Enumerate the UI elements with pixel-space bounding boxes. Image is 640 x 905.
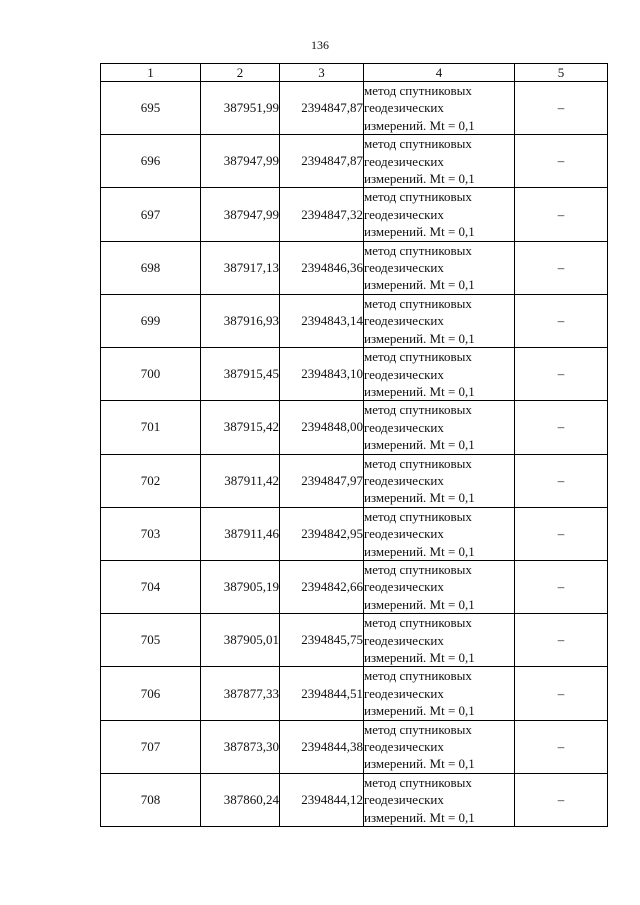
y-coordinate-cell: 2394847,32 xyxy=(280,188,364,241)
y-coordinate-cell: 2394843,14 xyxy=(280,294,364,347)
x-coordinate-cell: 387947,99 xyxy=(201,135,280,188)
method-line: измерений. Mt = 0,1 xyxy=(364,490,475,506)
table-row xyxy=(101,188,608,241)
method-cell xyxy=(364,348,515,401)
table-row xyxy=(101,401,608,454)
method-line: геодезических xyxy=(364,206,444,222)
method-line: метод спутниковых xyxy=(364,295,472,311)
y-coordinate-cell: 2394848,00 xyxy=(280,401,364,454)
method-line: метод спутниковых xyxy=(364,349,472,365)
note-cell: – xyxy=(515,560,608,613)
point-number-cell: 701 xyxy=(101,401,201,454)
note-cell: – xyxy=(515,667,608,720)
x-coordinate-cell: 387915,45 xyxy=(201,348,280,401)
method-cell xyxy=(364,454,515,507)
table-row xyxy=(101,667,608,720)
table-row xyxy=(101,507,608,560)
point-number-cell: 704 xyxy=(101,560,201,613)
method-line: метод спутниковых xyxy=(364,668,472,684)
method-cell xyxy=(364,188,515,241)
method-line: метод спутниковых xyxy=(364,402,472,418)
method-line: метод спутниковых xyxy=(364,455,472,471)
column-header-1: 1 xyxy=(101,64,201,82)
page-number: 136 xyxy=(311,38,329,52)
x-coordinate-cell: 387917,13 xyxy=(201,241,280,294)
note-cell: – xyxy=(515,348,608,401)
method-line: измерений. Mt = 0,1 xyxy=(364,277,475,293)
method-line: геодезических xyxy=(364,313,444,329)
x-coordinate-cell: 387911,46 xyxy=(201,507,280,560)
column-header-5: 5 xyxy=(515,64,608,82)
y-coordinate-cell: 2394847,87 xyxy=(280,82,364,135)
method-line: геодезических xyxy=(364,739,444,755)
point-number-cell: 697 xyxy=(101,188,201,241)
y-coordinate-cell: 2394844,51 xyxy=(280,667,364,720)
method-line: измерений. Mt = 0,1 xyxy=(364,171,475,187)
point-number-cell: 698 xyxy=(101,241,201,294)
x-coordinate-cell: 387860,24 xyxy=(201,773,280,826)
note-cell: – xyxy=(515,135,608,188)
note-cell: – xyxy=(515,720,608,773)
table-row xyxy=(101,241,608,294)
method-cell xyxy=(364,82,515,135)
table-row xyxy=(101,773,608,826)
column-header-2: 2 xyxy=(201,64,280,82)
point-number-cell: 700 xyxy=(101,348,201,401)
method-line: метод спутниковых xyxy=(364,83,472,98)
method-line: измерений. Mt = 0,1 xyxy=(364,224,475,240)
y-coordinate-cell: 2394842,66 xyxy=(280,560,364,613)
x-coordinate-cell: 387916,93 xyxy=(201,294,280,347)
point-number-cell: 708 xyxy=(101,773,201,826)
note-cell: – xyxy=(515,454,608,507)
point-number-cell: 707 xyxy=(101,720,201,773)
method-line: измерений. Mt = 0,1 xyxy=(364,809,475,825)
table-row xyxy=(101,720,608,773)
method-line: метод спутниковых xyxy=(364,189,472,205)
method-line: геодезических xyxy=(364,579,444,595)
method-line: геодезических xyxy=(364,632,444,648)
coordinates-table xyxy=(100,63,608,827)
method-line: метод спутниковых xyxy=(364,242,472,258)
method-line: метод спутниковых xyxy=(364,136,472,152)
point-number-cell: 706 xyxy=(101,667,201,720)
point-number-cell: 696 xyxy=(101,135,201,188)
x-coordinate-cell: 387873,30 xyxy=(201,720,280,773)
x-coordinate-cell: 387905,19 xyxy=(201,560,280,613)
point-number-cell: 705 xyxy=(101,614,201,667)
method-line: геодезических xyxy=(364,419,444,435)
y-coordinate-cell: 2394845,75 xyxy=(280,614,364,667)
note-cell: – xyxy=(515,294,608,347)
column-header-3: 3 xyxy=(280,64,364,82)
method-line: измерений. Mt = 0,1 xyxy=(364,543,475,559)
method-line: метод спутниковых xyxy=(364,774,472,790)
method-line: измерений. Mt = 0,1 xyxy=(364,596,475,612)
y-coordinate-cell: 2394842,95 xyxy=(280,507,364,560)
method-line: метод спутниковых xyxy=(364,561,472,577)
table-row xyxy=(101,348,608,401)
method-cell xyxy=(364,773,515,826)
y-coordinate-cell: 2394844,12 xyxy=(280,773,364,826)
method-line: измерений. Mt = 0,1 xyxy=(364,437,475,453)
x-coordinate-cell: 387911,42 xyxy=(201,454,280,507)
point-number-cell: 699 xyxy=(101,294,201,347)
note-cell: – xyxy=(515,241,608,294)
table-row xyxy=(101,614,608,667)
y-coordinate-cell: 2394843,10 xyxy=(280,348,364,401)
point-number-cell: 703 xyxy=(101,507,201,560)
method-line: геодезических xyxy=(364,100,444,116)
y-coordinate-cell: 2394847,87 xyxy=(280,135,364,188)
point-number-cell: 702 xyxy=(101,454,201,507)
note-cell: – xyxy=(515,82,608,135)
x-coordinate-cell: 387947,99 xyxy=(201,188,280,241)
method-cell xyxy=(364,560,515,613)
table-row xyxy=(101,294,608,347)
table-row xyxy=(101,560,608,613)
method-line: измерений. Mt = 0,1 xyxy=(364,117,475,133)
method-line: измерений. Mt = 0,1 xyxy=(364,756,475,772)
note-cell: – xyxy=(515,614,608,667)
method-line: измерений. Mt = 0,1 xyxy=(364,703,475,719)
note-cell: – xyxy=(515,401,608,454)
method-line: геодезических xyxy=(364,153,444,169)
column-header-4: 4 xyxy=(364,64,515,82)
method-cell xyxy=(364,241,515,294)
method-line: геодезических xyxy=(364,472,444,488)
point-number-cell: 695 xyxy=(101,82,201,135)
note-cell: – xyxy=(515,773,608,826)
method-line: измерений. Mt = 0,1 xyxy=(364,383,475,399)
x-coordinate-cell: 387877,33 xyxy=(201,667,280,720)
method-line: геодезических xyxy=(364,526,444,542)
method-line: геодезических xyxy=(364,260,444,276)
table-row xyxy=(101,82,608,135)
method-line: метод спутниковых xyxy=(364,508,472,524)
note-cell: – xyxy=(515,507,608,560)
x-coordinate-cell: 387905,01 xyxy=(201,614,280,667)
y-coordinate-cell: 2394847,97 xyxy=(280,454,364,507)
method-cell xyxy=(364,614,515,667)
method-line: метод спутниковых xyxy=(364,615,472,631)
table-header-row xyxy=(101,64,608,82)
method-cell xyxy=(364,294,515,347)
method-line: геодезических xyxy=(364,366,444,382)
table-body xyxy=(101,82,608,827)
method-line: метод спутниковых xyxy=(364,721,472,737)
method-line: геодезических xyxy=(364,685,444,701)
method-cell xyxy=(364,507,515,560)
method-cell xyxy=(364,667,515,720)
y-coordinate-cell: 2394844,38 xyxy=(280,720,364,773)
method-line: измерений. Mt = 0,1 xyxy=(364,330,475,346)
method-cell xyxy=(364,401,515,454)
x-coordinate-cell: 387951,99 xyxy=(201,82,280,135)
method-line: измерений. Mt = 0,1 xyxy=(364,650,475,665)
method-cell xyxy=(364,720,515,773)
note-cell: – xyxy=(515,188,608,241)
table-row xyxy=(101,454,608,507)
y-coordinate-cell: 2394846,36 xyxy=(280,241,364,294)
method-line: геодезических xyxy=(364,792,444,808)
x-coordinate-cell: 387915,42 xyxy=(201,401,280,454)
table-row xyxy=(101,135,608,188)
method-cell xyxy=(364,135,515,188)
